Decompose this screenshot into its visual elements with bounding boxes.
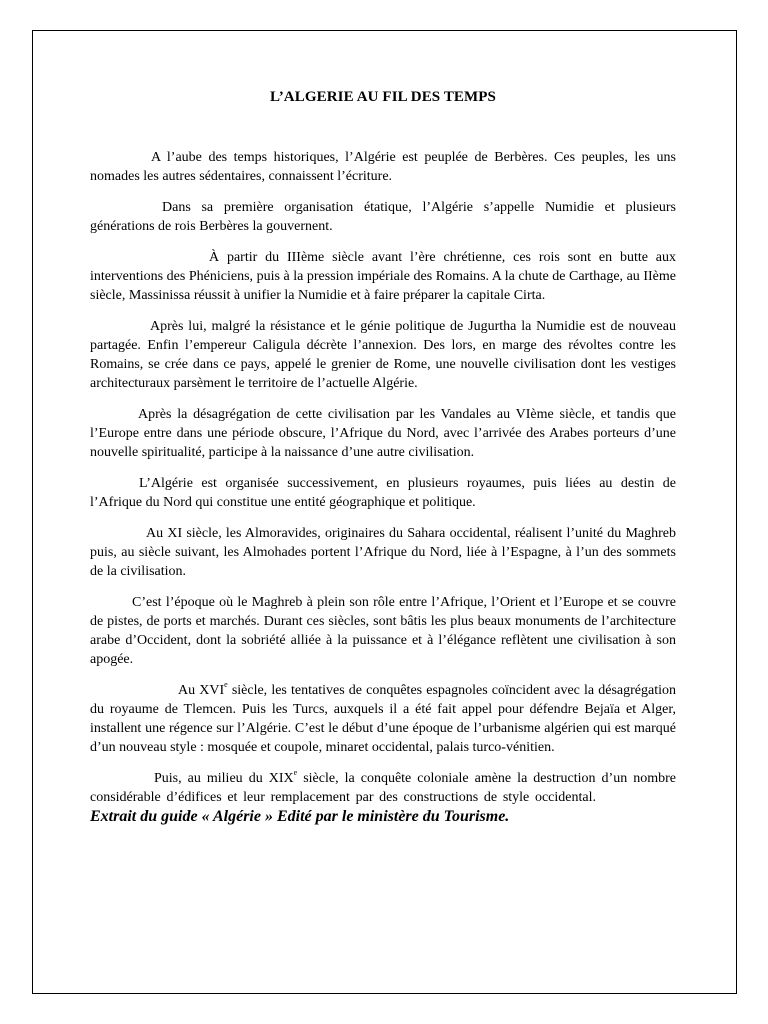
document-body (90, 88, 676, 839)
paragraph-6: L’Algérie est organisée successivement, en plusieurs royaumes, puis liées au destin de l’Afrique du Nord qui constitue une entité géographique et politique. (90, 476, 676, 510)
paragraph-3: À partir du IIIème siècle avant l’ère chrétienne, ces rois sont en butte aux interventions des Phéniciens, puis à la pression impériale des Romains. A la chute de Carthage, au IIème siècle, Massinissa réussit à unifier la Numidie et à faire préparer la capitale Cirta. (90, 250, 676, 303)
paragraph-5: Après la désagrégation de cette civilisation par les Vandales au VIème siècle, et tandis que l’Europe entre dans une période obscure, l’Afrique du Nord, avec l’arrivée des Arabes porteurs d’une nouvelle spiritualité, participe à la naissance d’une autre civilisation. (90, 407, 676, 460)
superscript-e: e (224, 680, 228, 690)
paragraph-1: A l’aube des temps historiques, l’Algérie est peuplée de Berbères. Ces peuples, les uns nomades les autres sédentaires, connaissent l’écriture. (90, 150, 676, 184)
source-credit: Extrait du guide « Algérie » Edité par le ministère du Tourisme. (90, 808, 510, 825)
document-title: L’ALGERIE AU FIL DES TEMPS (269, 89, 496, 105)
paragraph-8: C’est l’époque où le Maghreb à plein son rôle entre l’Afrique, l’Orient et l’Europe et se couvre de pistes, de ports et marchés. Durant ces siècles, sont bâtis les plus beaux monuments de l’architecture arabe d’Occident, dont la sobriété alliée à la puissance et à l’élégance reflètent une civilisation à son apogée. (90, 595, 676, 667)
paragraph-7: Au XI siècle, les Almoravides, originaires du Sahara occidental, réalisent l’unité du Maghreb puis, au siècle suivant, les Almohades portent l’Afrique du Nord, liée à l’Espagne, à l’un des sommets de la civilisation. (90, 526, 676, 579)
paragraph-9: Au XVIe siècle, les tentatives de conquêtes espagnoles coïncident avec la désagrégation du royaume de Tlemcen. Puis les Turcs, auxquels il a été fait appel pour défendre Bejaïa et Alger, installent une régence sur l’Algérie. C’est le début d’une époque de l’urbanisme algérien qui est marqué d’un nouveau style : mosquée et coupole, minaret occidental, palais turco-vénitien. (90, 680, 676, 755)
paragraph-4: Après lui, malgré la résistance et le génie politique de Jugurtha la Numidie est de nouveau partagée. Enfin l’empereur Caligula décrète l’annexion. Des lors, en marge des révoltes contre les Romains, se crée dans ce pays, appelé le grenier de Rome, une nouvelle civilisation dont les vestiges architecturaux parsèment le territoire de l’actuelle Algérie. (90, 319, 676, 391)
paragraph-2: Dans sa première organisation étatique, l’Algérie s’appelle Numidie et plusieurs générations de rois Berbères la gouvernent. (90, 200, 676, 234)
paragraph-10: Puis, au milieu du XIXe siècle, la conquête coloniale amène la destruction d’un nombre considérable d’édifices et leur remplacement par des constructions de style occidental.Extrait du guide « Algérie » Edité par le ministère du Tourisme. (90, 768, 676, 825)
superscript-e: e (293, 768, 298, 778)
